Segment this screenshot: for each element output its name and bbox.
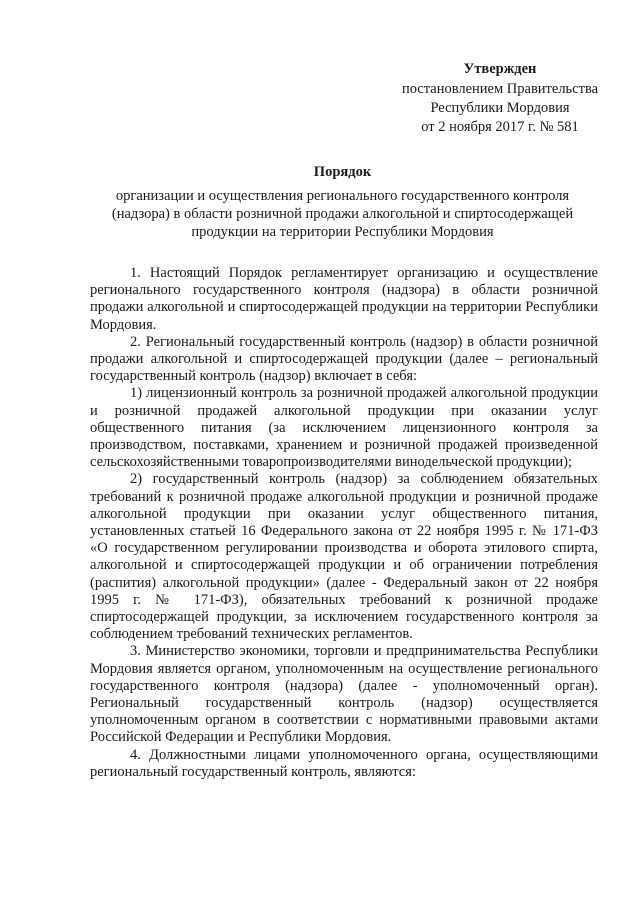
approval-line-1: постановлением Правительства (401, 81, 599, 97)
paragraph-3: 3. Министерство экономики, торговли и предпринимательства Республики Мордовия является органом, уполномоченным на осуществление регионального государственного контроля (надзора) (далее - уполномоченный орган). Региональный государственный контроль (надзор) осуществляется уполномоченным органом в соответствии с нормативными правовыми актами Российской Федерации и Республики Мордовия. (90, 643, 598, 746)
document-title: Порядок (313, 164, 372, 180)
paragraph-2-item-2: 2) государственный контроль (надзор) за соблюдением обязательных требований к розничной продаже алкогольной продукции и розничной продаже алкогольной продукции при оказании услуг общественного питания, установленных статьей 16 Федерального закона от 22 ноября 1995 г. № 171-ФЗ «О государственном регулировании производства и оборота этилового спирта, алкогольной и спиртосодержащей продукции и об ограничении потребления (распития) алкогольной продукции» (далее - Федеральный закон от 22 ноября 1995 г. № 171-ФЗ), обязательных требований к розничной продаже спиртосодержащей продукции, за исключением государственного контроля за соблюдением требований технических регламентов. (90, 471, 598, 643)
approval-heading: Утвержден (463, 61, 537, 77)
paragraph-2-item-1: 1) лицензионный контроль за розничной продажей алкогольной продукции и розничной продажей алкогольной продукции при оказании услуг общественного питания (за исключением лицензионного контроля за производством, поставками, хранением и розничной продажей произведенной сельскохозяйственными товаропроизводителями винодельческой продукции); (90, 385, 598, 471)
paragraph-2: 2. Региональный государственный контроль (надзор) в области розничной продажи алкогольной и спиртосодержащей продукции (далее – региональный государственный контроль (надзор) включает в себя: (90, 333, 598, 385)
paragraph-4: 4. Должностными лицами уполномоченного органа, осуществляющими региональный государственный контроль, являются: (90, 746, 598, 780)
document-title-block (90, 163, 595, 241)
approval-stamp (380, 60, 620, 137)
approval-date-line: от 2 ноября 2017 г. № 581 (421, 119, 579, 135)
paragraph-1: 1. Настоящий Порядок регламентирует организацию и осуществление регионального государственного контроля (надзора) в области розничной продажи алкогольной и спиртосодержащей продукции на территории Республики Мордовия. (90, 265, 598, 333)
document-subtitle: организации и осуществления регионального государственного контроля (надзора) в области розничной продажи алкогольной и спиртосодержащей продукции на территории Республики Мордовия (111, 188, 574, 240)
approval-line-2: Республики Мордовия (430, 100, 570, 116)
document-body (90, 265, 598, 781)
